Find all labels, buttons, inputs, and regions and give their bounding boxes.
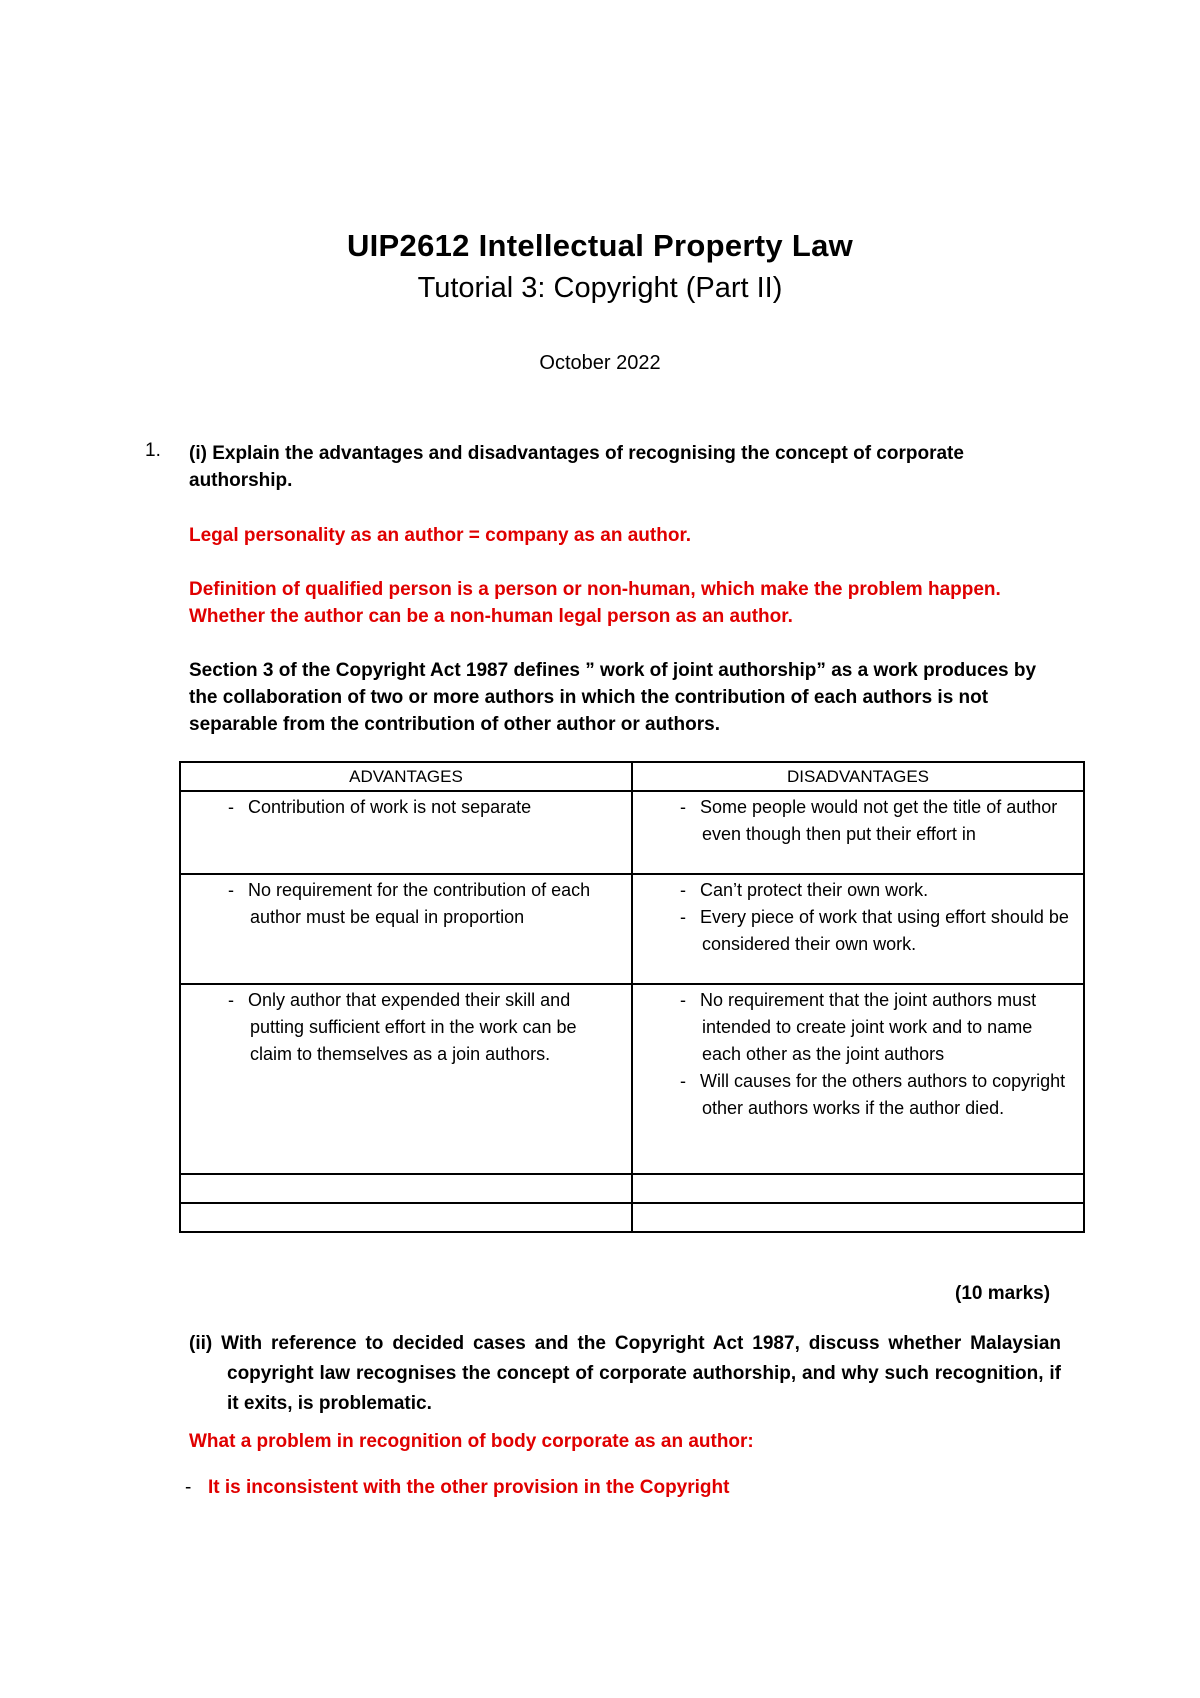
bullet-dash: - <box>185 1477 192 1498</box>
list-item: - Only author that expended their skill and putting sufficient effort in the work can be claim to themselves as a join authors. <box>193 987 623 1068</box>
header-disadvantages: DISADVANTAGES <box>632 762 1084 791</box>
answer-line-2: Definition of qualified person is a person or non-human, which make the problem happen. <box>189 579 1001 600</box>
table-row <box>180 874 1084 984</box>
header-advantages: ADVANTAGES <box>180 762 632 791</box>
list-item: - Every piece of work that using effort should be considered their own work. <box>645 904 1075 958</box>
problem-heading: What a problem in recognition of body corporate as an author: <box>189 1431 754 1452</box>
question2-text: (ii) With reference to decided cases and the Copyright Act 1987, discuss whether Malaysian copyright law recognises the concept of corporate authorship, and why such recognition, if it exits, is problematic. <box>189 1333 1061 1414</box>
disadvantages-cell <box>632 984 1084 1174</box>
question1-prompt: (i) Explain the advantages and disadvantages of recognising the concept of corporate authorship. <box>189 443 964 491</box>
list-item: - Will causes for the others authors to copyright other authors works if the author died. <box>645 1068 1075 1122</box>
document-date: October 2022 <box>539 352 661 374</box>
answer-line-1: Legal personality as an author = company as an author. <box>189 525 692 546</box>
empty-table-row <box>180 1174 1084 1203</box>
list-item: - Can’t protect their own work. <box>645 877 1075 904</box>
empty-table-row <box>180 1203 1084 1232</box>
table-row <box>180 984 1084 1174</box>
bullet-item-1: It is inconsistent with the other provision in the Copyright <box>208 1477 730 1498</box>
advantages-disadvantages-table <box>179 761 1085 1233</box>
advantages-cell <box>180 984 632 1174</box>
empty-cell <box>632 1174 1084 1203</box>
list-item: - No requirement for the contribution of each author must be equal in proportion <box>193 877 623 931</box>
empty-cell <box>632 1203 1084 1232</box>
question2-prompt <box>189 1329 1061 1419</box>
answer-line-3: Whether the author can be a non-human legal person as an author. <box>189 606 793 627</box>
question-number: 1. <box>145 440 161 461</box>
disadvantages-cell <box>632 874 1084 984</box>
empty-cell <box>180 1174 632 1203</box>
list-item: - No requirement that the joint authors must intended to create joint work and to name each other as the joint authors <box>645 987 1075 1068</box>
document-subtitle: Tutorial 3: Copyright (Part II) <box>417 272 783 304</box>
disadvantages-cell <box>632 791 1084 874</box>
list-item: - Contribution of work is not separate <box>193 794 623 821</box>
table-header-row <box>180 762 1084 791</box>
table-row <box>180 791 1084 874</box>
marks-label: (10 marks) <box>955 1283 1051 1304</box>
advantages-cell <box>180 791 632 874</box>
section3-paragraph: Section 3 of the Copyright Act 1987 defines ” work of joint authorship” as a work produces by the collaboration of two or more authors in which the contribution of each authors is not separable from the contribution of other author or authors. <box>189 660 1037 735</box>
empty-cell <box>180 1203 632 1232</box>
document-title: UIP2612 Intellectual Property Law <box>346 228 854 263</box>
list-item: - Some people would not get the title of author even though then put their effort in <box>645 794 1075 848</box>
advantages-cell <box>180 874 632 984</box>
